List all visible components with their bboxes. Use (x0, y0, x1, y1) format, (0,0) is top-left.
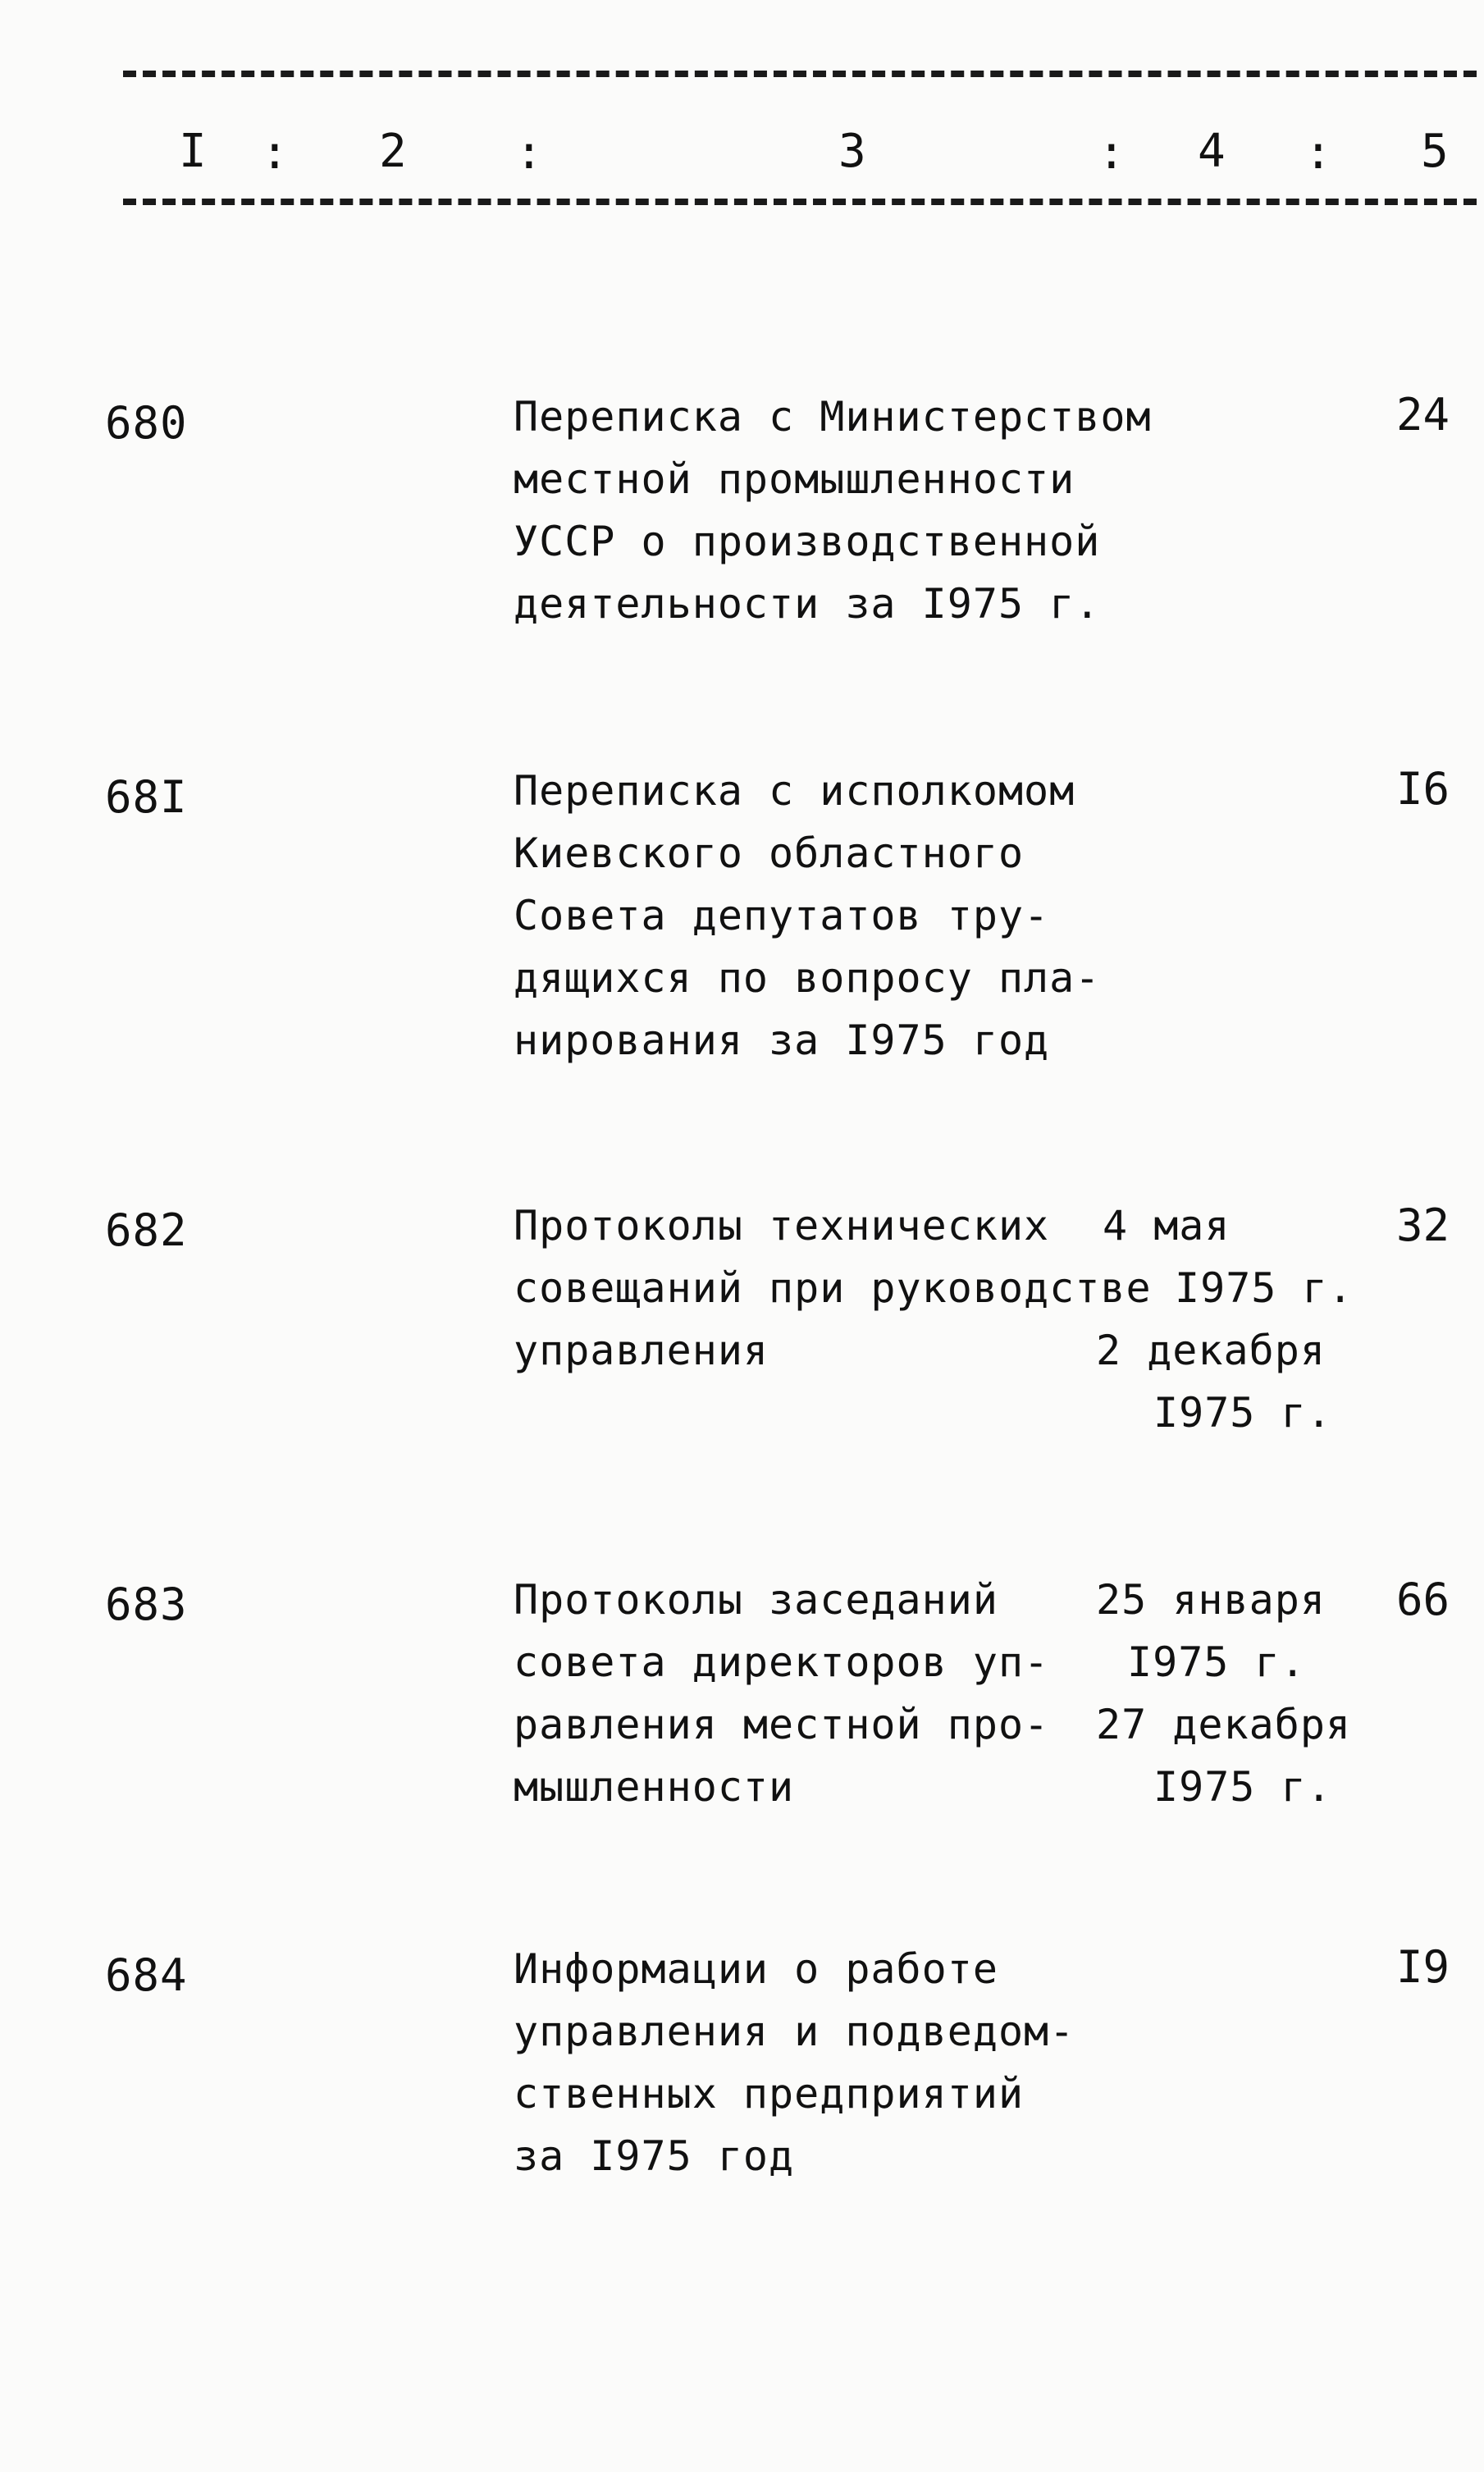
title-line: местной промышленности (514, 455, 1075, 503)
title-line: Протоколы технических (514, 1202, 1050, 1250)
column-separator: : (1304, 126, 1332, 180)
sheet-count: I9 (1395, 1941, 1450, 1993)
title-line: Протоколы заседаний (514, 1576, 998, 1624)
date-line: 4 мая (1103, 1202, 1231, 1250)
header-rule-top (123, 71, 1477, 77)
title-line: дящихся по вопросу пла- (514, 954, 1101, 1002)
header-rule-bottom (123, 199, 1477, 205)
sheet-count: 66 (1395, 1574, 1450, 1625)
date-line: 25 января (1096, 1576, 1326, 1624)
title-line: нирования за I975 год (514, 1017, 1050, 1064)
date-line: I975 г. (1153, 1763, 1332, 1811)
date-line: I975 г. (1175, 1264, 1354, 1312)
title-line: Переписка с Министерством (514, 393, 1152, 441)
row-number: 682 (105, 1204, 188, 1256)
title-line: совещаний при руководстве (514, 1264, 1152, 1312)
row-number: 68I (105, 771, 188, 823)
title-line: деятельности за I975 г. (514, 580, 1101, 628)
title-line: Переписка с исполкомом (514, 767, 1075, 815)
title-line: равления местной про- (514, 1701, 1050, 1748)
date-line: I975 г. (1127, 1638, 1306, 1686)
column-header-2: 2 (379, 125, 409, 178)
date-line: 27 декабря (1096, 1701, 1352, 1748)
title-line: за I975 год (514, 2132, 795, 2180)
row-number: 680 (105, 397, 188, 449)
row-title (514, 1938, 1153, 2187)
title-line: совета директоров уп- (514, 1638, 1050, 1686)
row-title (514, 760, 1153, 1072)
title-line: Совета депутатов тру- (514, 892, 1050, 939)
column-separator: : (1098, 126, 1126, 180)
title-line: управления и подведом- (514, 2008, 1075, 2055)
column-header-4: 4 (1198, 125, 1227, 178)
sheet-count: 32 (1395, 1199, 1450, 1251)
title-line: УССР о производственной (514, 518, 1101, 565)
sheet-count: I6 (1395, 763, 1450, 815)
column-separator: : (515, 126, 543, 180)
column-header-3: 3 (838, 125, 868, 178)
title-line: Киевского областного (514, 829, 1025, 877)
row-number: 684 (105, 1949, 188, 2001)
column-header-5: 5 (1421, 125, 1450, 178)
row-title (514, 1195, 1153, 1382)
title-line: мышленности (514, 1763, 795, 1811)
date-line: I975 г. (1153, 1389, 1332, 1437)
date-line: 2 декабря (1096, 1327, 1326, 1374)
column-header-1: I (179, 125, 208, 178)
sheet-count: 24 (1395, 389, 1450, 441)
title-line: управления (514, 1327, 769, 1374)
title-line: Информации о работе (514, 1945, 998, 1993)
row-number: 683 (105, 1579, 188, 1630)
column-separator: : (261, 126, 289, 180)
row-title (514, 386, 1153, 635)
title-line: ственных предприятий (514, 2070, 1025, 2118)
row-title (514, 1569, 1153, 1818)
